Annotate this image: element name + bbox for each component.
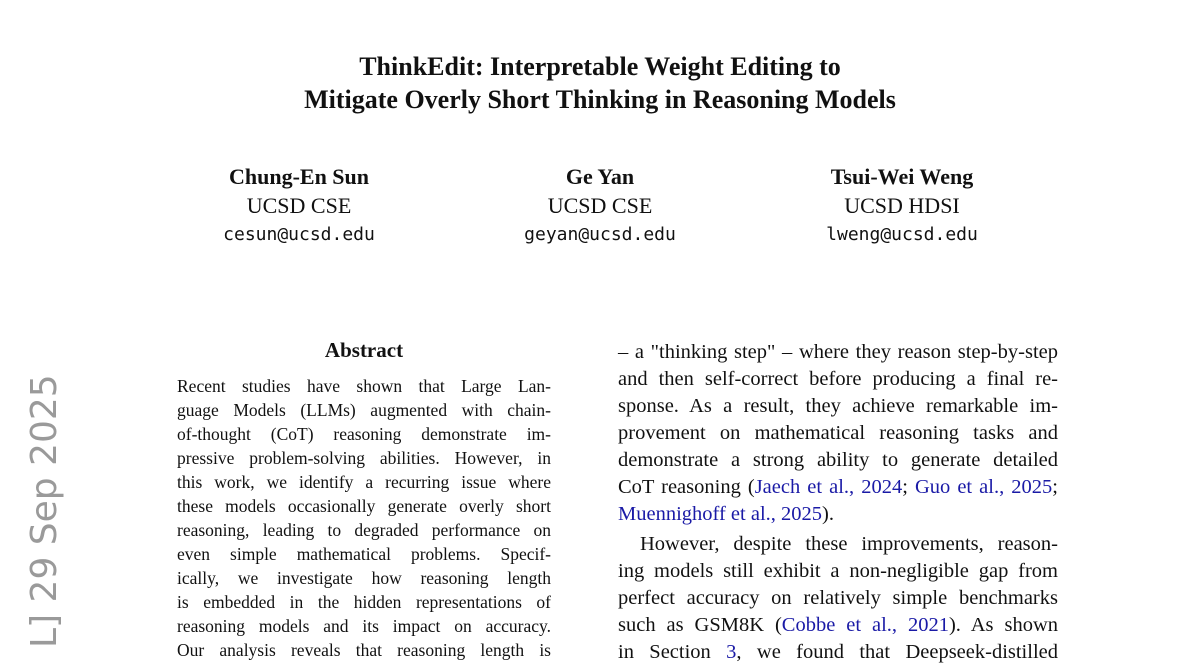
abstract-line: guage Models (LLMs) augmented with chain- [177,400,551,420]
abstract-line: of-thought (CoT) reasoning demonstrate im- [177,424,551,444]
body-line [618,612,1058,639]
body-line: ing models still exhibit a non-negligible gap from [618,560,1058,582]
body-text: ). [822,503,834,525]
author-email: cesun@ucsd.edu [223,224,375,245]
body-text: , we found that Deepseek-distilled [736,641,1058,663]
author-name: Chung-En Sun [228,164,370,189]
author-block-3 [772,162,1032,250]
body-text: ; [902,476,915,498]
section-ref-link[interactable]: 3 [726,641,737,663]
author-email: lweng@ucsd.edu [826,224,978,245]
arxiv-side-stamp: L] 29 Sep 2025 [24,374,65,648]
author-affiliation: UCSD CSE [246,193,352,218]
abstract-line: is embedded in the hidden representations of [177,592,551,612]
abstract-line: Recent studies have shown that Large Lan- [177,376,551,396]
body-line: – a "thinking step" – where they reason step-by-step [618,341,1058,363]
citation-link[interactable]: Muennighoff et al., 2025 [618,503,823,525]
abstract-heading: Abstract [324,338,404,362]
body-text: such as GSM8K ( [618,614,782,636]
body-line: However, despite these improvements, reason- [640,533,1058,555]
body-line: perfect accuracy on relatively simple benchmarks [618,587,1058,609]
author-name: Tsui-Wei Weng [830,164,974,189]
body-line [618,474,1058,501]
body-text: ; [1052,476,1058,498]
body-line: demonstrate a strong ability to generate detailed [618,449,1058,471]
body-text: ). As shown [948,614,1058,636]
author-affiliation: UCSD CSE [547,193,653,218]
author-block-1 [169,162,429,250]
abstract-line: this work, we identify a recurring issue where [177,472,551,492]
abstract-text [177,374,551,662]
author-email: geyan@ucsd.edu [524,224,676,245]
citation-link[interactable]: Guo et al., 2025 [914,476,1053,498]
author-name: Ge Yan [565,164,635,189]
body-line: provement on mathematical reasoning tasks and [618,422,1058,444]
abstract-line: reasoning, leading to degraded performance on [177,520,551,540]
body-column-right [618,339,1058,666]
paper-title-line-2: Mitigate Overly Short Thinking in Reasoning Models [304,85,896,114]
body-line: and then self-correct before producing a final re- [618,368,1058,390]
abstract-line: these models occasionally generate overly short [177,496,551,516]
abstract-line: pressive problem-solving abilities. However, in [177,448,551,468]
body-line [618,501,1058,528]
author-block-2 [470,162,730,250]
body-text: CoT reasoning ( [618,476,755,498]
citation-link[interactable]: Jaech et al., 2024 [754,476,903,498]
citation-link[interactable]: Cobbe et al., 2021 [781,614,949,636]
paper-title-line-1: ThinkEdit: Interpretable Weight Editing to [359,52,841,81]
abstract-line: reasoning models and its impact on accuracy. [177,616,551,636]
abstract-line: ically, we investigate how reasoning length [177,568,551,588]
author-affiliation: UCSD HDSI [844,193,960,218]
abstract-line: even simple mathematical problems. Specif- [177,544,551,564]
body-text: in Section [618,641,727,663]
abstract-line: Our analysis reveals that reasoning length is [177,640,551,660]
body-line [618,639,1058,666]
body-line: sponse. As a result, they achieve remarkable im- [618,395,1058,417]
